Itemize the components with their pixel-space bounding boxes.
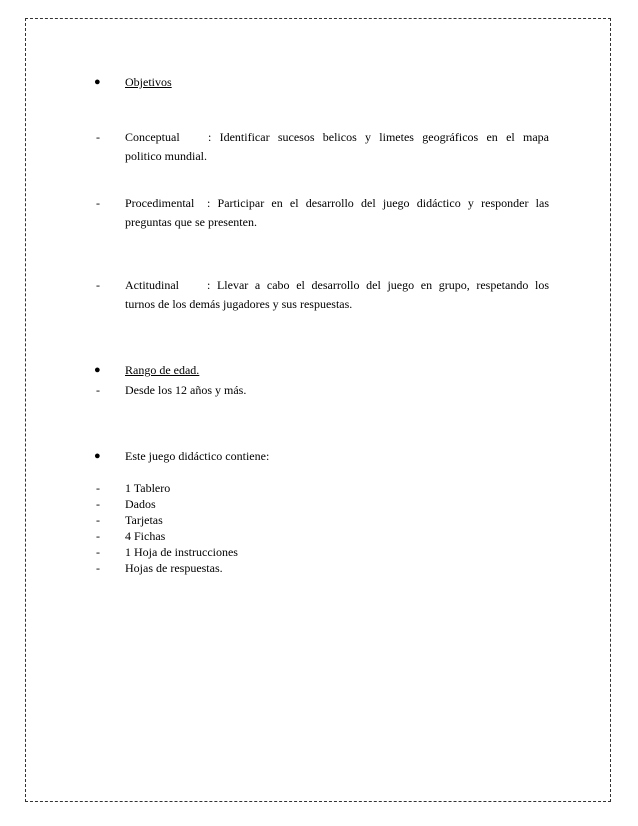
- conceptual-text: : Identificar sucesos belicos y limetes geográficos en el mapa: [208, 130, 549, 144]
- procedimental-line2: preguntas que se presenten.: [125, 215, 257, 229]
- procedimental-line1: [125, 196, 549, 210]
- list-item: Hojas de respuestas.: [125, 561, 223, 575]
- actitudinal-line2: turnos de los demás jugadores y sus respuestas.: [125, 297, 353, 311]
- dash-marker: -: [96, 497, 100, 511]
- dash-marker: -: [96, 278, 100, 292]
- dash-marker: -: [96, 481, 100, 495]
- contenido-heading: Este juego didáctico contiene:: [125, 449, 270, 463]
- dash-marker: -: [96, 545, 100, 559]
- conceptual-line1: [125, 130, 549, 144]
- list-item: 1 Hoja de instrucciones: [125, 545, 238, 559]
- bullet-icon: ●: [94, 76, 101, 88]
- actitudinal-text: : Llevar a cabo el desarrollo del juego en grupo, respetando los: [207, 278, 549, 292]
- actitudinal-line1: [125, 278, 549, 292]
- procedimental-text: : Participar en el desarrollo del juego didáctico y responder las: [207, 196, 549, 210]
- list-item: Dados: [125, 497, 156, 511]
- dash-marker: -: [96, 529, 100, 543]
- actitudinal-label: Actitudinal: [125, 278, 179, 292]
- dash-marker: -: [96, 513, 100, 527]
- procedimental-label: Procedimental: [125, 196, 195, 210]
- dash-marker: -: [96, 383, 100, 397]
- dash-marker: -: [96, 130, 100, 144]
- rango-heading: Rango de edad.: [125, 363, 200, 377]
- conceptual-label: Conceptual: [125, 130, 180, 144]
- objetivos-heading: Objetivos: [125, 75, 172, 89]
- list-item: Tarjetas: [125, 513, 163, 527]
- rango-value: Desde los 12 años y más.: [125, 383, 247, 397]
- bullet-icon: ●: [94, 450, 101, 462]
- list-item: 1 Tablero: [125, 481, 171, 495]
- bullet-icon: ●: [94, 364, 101, 376]
- conceptual-line2: politico mundial.: [125, 149, 207, 163]
- list-item: 4 Fichas: [125, 529, 166, 543]
- dash-marker: -: [96, 561, 100, 575]
- dash-marker: -: [96, 196, 100, 210]
